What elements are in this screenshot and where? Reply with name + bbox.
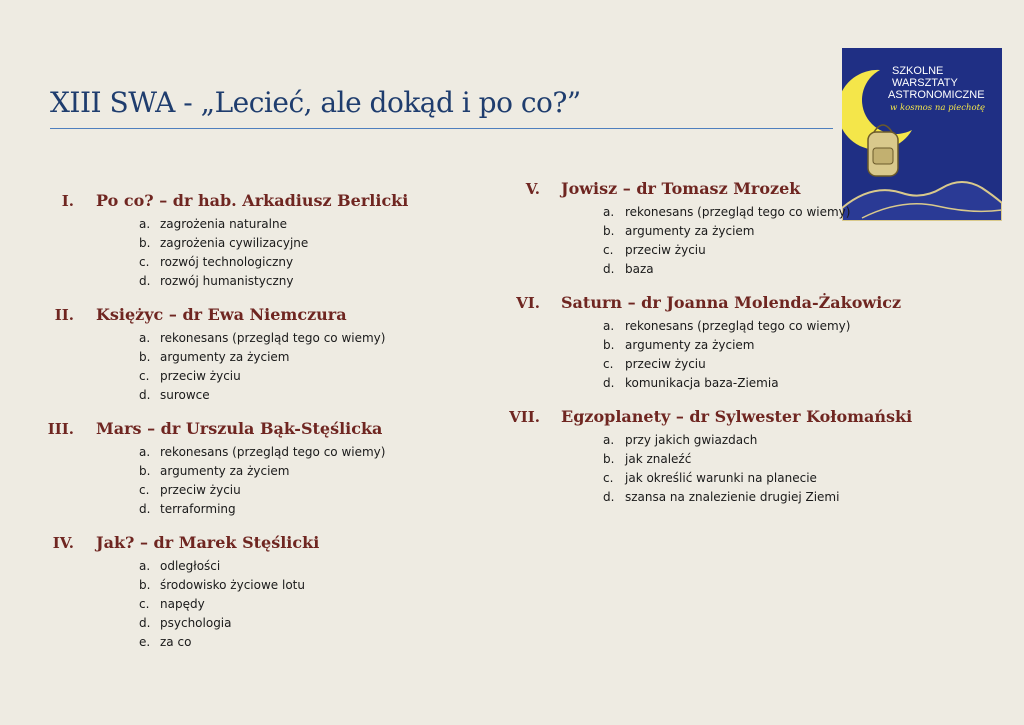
list-item: b. argumenty za życiem (603, 338, 755, 352)
section-4 (0, 532, 470, 651)
title-divider (50, 128, 833, 129)
list-item: c. przeciw życiu (139, 369, 241, 383)
list-item: c. przeciw życiu (603, 357, 706, 371)
list-item: c. rozwój technologiczny (139, 255, 294, 269)
list-item: a. przy jakich gwiazdach (603, 433, 758, 447)
list-item: b. argumenty za życiem (603, 224, 755, 238)
section-heading: Jak? – dr Marek Stęślicki (96, 533, 320, 552)
logo-tagline: w kosmos na piechotę (890, 103, 986, 113)
list-item: b. środowisko życiowe lotu (139, 578, 305, 592)
list-item: d. baza (603, 262, 654, 276)
section-6 (460, 292, 900, 392)
list-item: e. za co (139, 635, 192, 649)
list-item: b. zagrożenia cywilizacyjne (139, 236, 309, 250)
list-item: a. rekonesans (przegląd tego co wiemy) (139, 331, 386, 345)
section-5 (460, 178, 900, 278)
list-item: a. rekonesans (przegląd tego co wiemy) (603, 319, 851, 333)
list-item: d. terraforming (139, 502, 236, 516)
section-heading: Egzoplanety – dr Sylwester Kołomański (561, 407, 913, 426)
list-item: c. przeciw życiu (139, 483, 241, 497)
list-item: a. zagrożenia naturalne (139, 217, 287, 231)
list-item: b. argumenty za życiem (139, 350, 290, 364)
list-item: c. jak określić warunki na planecie (603, 471, 817, 485)
list-item: a. rekonesans (przegląd tego co wiemy) (603, 205, 851, 219)
section-number: I. (61, 192, 74, 210)
logo-line-2: WARSZTATY (892, 77, 958, 89)
section-number: IV. (52, 534, 74, 552)
backpack-icon (868, 125, 898, 176)
list-item: c. napędy (139, 597, 205, 611)
list-item: d. surowce (139, 388, 210, 402)
section-1 (0, 190, 470, 290)
left-column (0, 190, 470, 651)
right-column (460, 178, 913, 506)
section-heading: Po co? – dr hab. Arkadiusz Berlicki (96, 191, 409, 210)
list-item: d. rozwój humanistyczny (139, 274, 294, 288)
section-7 (460, 406, 913, 506)
list-item: d. komunikacja baza-Ziemia (603, 376, 779, 390)
section-number: III. (47, 420, 74, 438)
list-item: b. argumenty za życiem (139, 464, 290, 478)
section-heading: Mars – dr Urszula Bąk-Stęślicka (96, 419, 383, 438)
list-item: c. przeciw życiu (603, 243, 706, 257)
logo-line-1: SZKOLNE (892, 65, 944, 77)
list-item: b. jak znaleźć (603, 452, 692, 466)
logo-line-3: ASTRONOMICZNE (888, 89, 985, 101)
section-number: V. (525, 180, 540, 198)
list-item: a. odległości (139, 559, 221, 573)
section-number: VI. (516, 294, 540, 312)
section-2 (0, 304, 470, 404)
list-item: a. rekonesans (przegląd tego co wiemy) (139, 445, 386, 459)
section-number: VII. (509, 408, 540, 426)
list-item: d. psychologia (139, 616, 232, 630)
list-item: d. szansa na znalezienie drugiej Ziemi (603, 490, 840, 504)
section-number: II. (54, 306, 74, 324)
section-heading: Księżyc – dr Ewa Niemczura (96, 305, 347, 324)
section-heading: Saturn – dr Joanna Molenda-Żakowicz (561, 293, 902, 312)
section-3 (0, 418, 470, 518)
page-title: XIII SWA - „Lecieć, ale dokąd i po co?” (50, 86, 581, 119)
section-heading: Jowisz – dr Tomasz Mrozek (561, 179, 801, 198)
